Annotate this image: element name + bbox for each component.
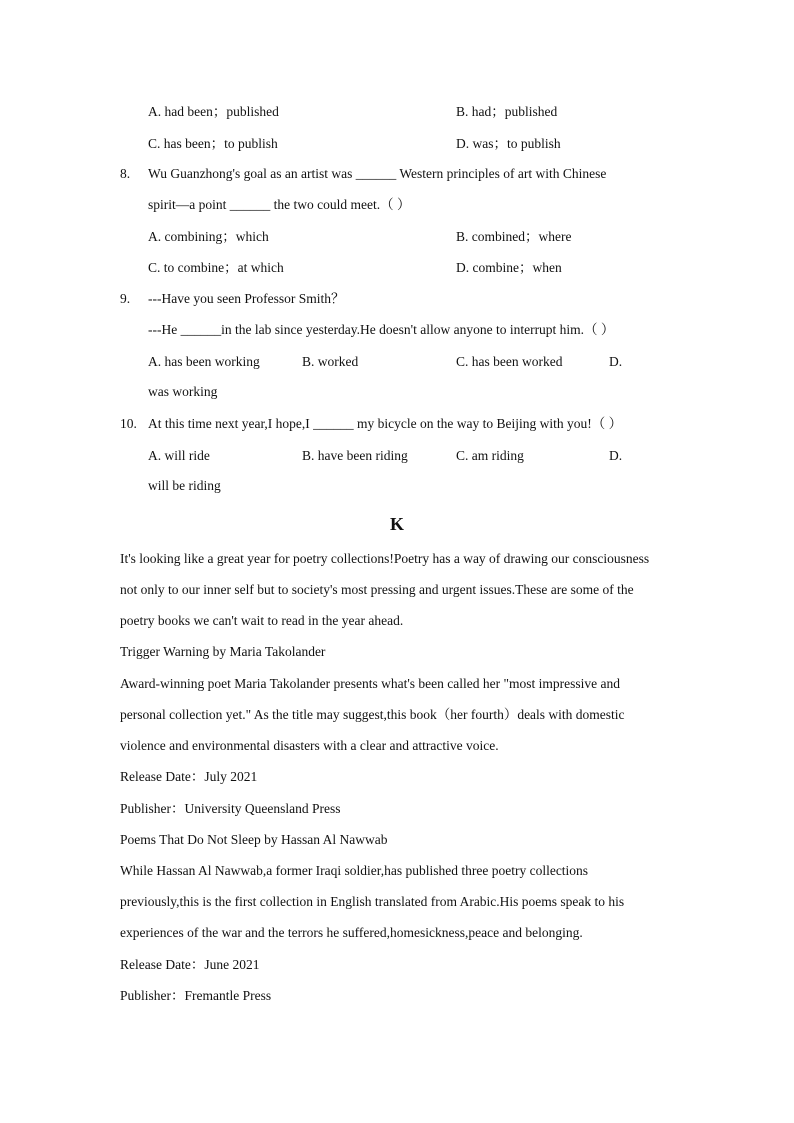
q9-option-d-label: D. xyxy=(609,354,623,369)
section-heading: K xyxy=(389,514,404,534)
q10-option-c: C. am riding xyxy=(456,448,524,463)
q8-stem-line2: spirit—a point ______ the two could meet.（ ） xyxy=(148,197,411,212)
q10-option-a: A. will ride xyxy=(148,448,210,463)
book2-desc-line: previously,this is the first collection in English translated from Arabic.His poems speak to his xyxy=(120,894,625,909)
book1-publisher: Publisher：University Queensland Press xyxy=(120,801,341,816)
q8-option-a: A. combining；which xyxy=(148,229,269,244)
q9-stem-line1: ---Have you seen Professor Smith？ xyxy=(148,291,345,306)
q9-option-d-text: was working xyxy=(148,384,218,399)
q8-option-c: C. to combine；at which xyxy=(148,260,284,275)
q10-option-d-text: will be riding xyxy=(148,478,221,493)
book1-desc-line: violence and environmental disasters with a clear and attractive voice. xyxy=(120,738,499,753)
q9-option-c: C. has been worked xyxy=(456,354,563,369)
q7-option-b: B. had；published xyxy=(456,104,558,119)
q10-option-d-label: D. xyxy=(609,448,623,463)
book2-desc-line: experiences of the war and the terrors he suffered,homesickness,peace and belonging. xyxy=(120,925,583,940)
book1-desc-line: Award-winning poet Maria Takolander presents what's been called her "most impressive and xyxy=(120,676,620,691)
q9-stem-line2: ---He ______in the lab since yesterday.He doesn't allow anyone to interrupt him.（ ） xyxy=(148,322,615,337)
intro-line: not only to our inner self but to society's most pressing and urgent issues.These are some of the xyxy=(120,582,634,597)
q9-option-a: A. has been working xyxy=(148,354,260,369)
q10-number: 10. xyxy=(120,416,137,431)
book2-desc-line: While Hassan Al Nawwab,a former Iraqi soldier,has published three poetry collections xyxy=(120,863,589,878)
q7-option-a: A. had been；published xyxy=(148,104,279,119)
book2-publisher: Publisher：Fremantle Press xyxy=(120,988,272,1003)
book2-release-date: Release Date：June 2021 xyxy=(120,957,260,972)
q7-option-c: C. has been；to publish xyxy=(148,136,278,151)
intro-line: It's looking like a great year for poetry collections!Poetry has a way of drawing our consciousness xyxy=(120,551,650,566)
book2-title: Poems That Do Not Sleep by Hassan Al Nawwab xyxy=(120,832,388,847)
q8-option-d: D. combine；when xyxy=(456,260,562,275)
q8-number: 8. xyxy=(120,166,131,181)
book1-title: Trigger Warning by Maria Takolander xyxy=(120,644,326,659)
q9-number: 9. xyxy=(120,291,131,306)
q9-option-b: B. worked xyxy=(302,354,359,369)
q10-option-b: B. have been riding xyxy=(302,448,408,463)
q7-option-d: D. was；to publish xyxy=(456,136,561,151)
q10-stem-line1: At this time next year,I hope,I ______ my bicycle on the way to Beijing with you!（ ） xyxy=(148,416,623,431)
q8-option-b: B. combined；where xyxy=(456,229,572,244)
intro-line: poetry books we can't wait to read in the year ahead. xyxy=(120,613,404,628)
book1-release-date: Release Date：July 2021 xyxy=(120,769,258,784)
q8-stem-line1: Wu Guanzhong's goal as an artist was ______ Western principles of art with Chinese xyxy=(148,166,607,181)
book1-desc-line: personal collection yet." As the title may suggest,this book（her fourth）deals with domestic xyxy=(120,707,625,722)
